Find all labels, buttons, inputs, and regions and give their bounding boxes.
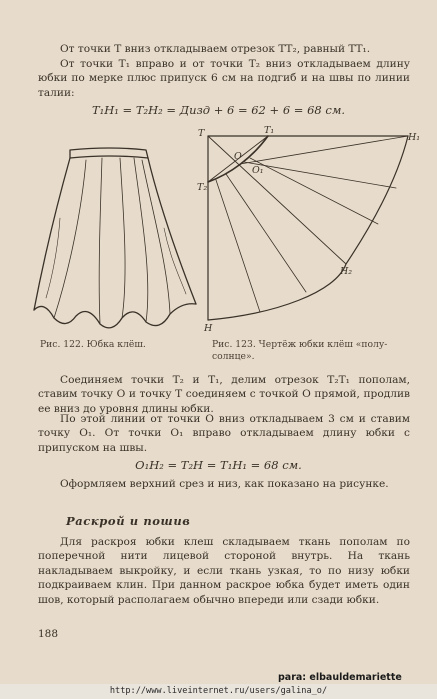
label-O1: О₁ xyxy=(252,165,264,176)
label-H: Н xyxy=(204,323,213,334)
label-H2: Н₂ xyxy=(340,266,353,277)
section-heading: Раскрой и пошив xyxy=(66,514,191,528)
paragraph-6: Для раскроя юбки клеш складываем ткань пополам по поперечной нити лицевой стороной внутрь. На ткань накладываем выкройку, и если ткань узкая, то по низу юбки подкраиваем клин. При данном раскрое юбка будет иметь один шов, который располагаем обычно впереди или сзади юбки. xyxy=(38,536,410,606)
label-T2: Т₂ xyxy=(197,182,208,193)
skirt-right-edge xyxy=(148,158,196,304)
pattern-diagram xyxy=(196,124,421,334)
label-O: О xyxy=(234,151,242,162)
paragraph-3: Соединяем точки Т₂ и Т₁, делим отрезок Т₂Т₁ пополам, ставим точку О и точку Т соединяем с точкой О прямой, продлив ее вниз до уровня длины юбки. xyxy=(38,374,410,415)
caption-fig-123-line2: солнце». xyxy=(212,351,255,362)
label-H1: Н₁ xyxy=(408,132,421,143)
line-T-O-H2 xyxy=(208,136,346,264)
paragraph-1: От точки Т вниз откладываем отрезок ТТ₂, равный ТТ₁. xyxy=(60,43,371,55)
skirt-left-edge xyxy=(34,158,70,310)
page-number: 188 xyxy=(38,628,59,640)
caption-fig-122: Рис. 122. Юбка клёш. xyxy=(40,339,146,350)
skirt-hem xyxy=(34,304,196,328)
paragraph-5: Оформляем верхний срез и низ, как показано на рисунке. xyxy=(60,478,389,490)
label-T: Т xyxy=(198,128,205,139)
source-url[interactable]: http://www.liveinternet.ru/users/galina_o/ xyxy=(0,684,437,699)
skirt-illustration xyxy=(30,138,202,336)
watermark-credit: para: elbauldemariette xyxy=(278,672,402,683)
caption-fig-123-line1: Рис. 123. Чертёж юбки клёш «полу- xyxy=(212,339,388,350)
label-T1: Т₁ xyxy=(264,125,275,136)
paragraph-4: По этой линии от точки О вниз откладываем 3 см и ставим точку О₁. От точки О₁ вправо откладываем длину юбки с припуском на швы. xyxy=(38,413,410,454)
skirt-waistband xyxy=(70,148,148,158)
formula-1: Т₁Н₁ = Т₂Н₂ = Дизд + 6 = 62 + 6 = 68 см. xyxy=(91,103,346,117)
formula-2: О₁Н₂ = Т₂Н = Т₁Н₁ = 68 см. xyxy=(135,458,302,472)
paragraph-2: От точки Т₁ вправо и от точки Т₂ вниз откладываем длину юбки по мерке плюс припуск 6 см на подгиб и на швы по линии талии: xyxy=(38,58,410,99)
